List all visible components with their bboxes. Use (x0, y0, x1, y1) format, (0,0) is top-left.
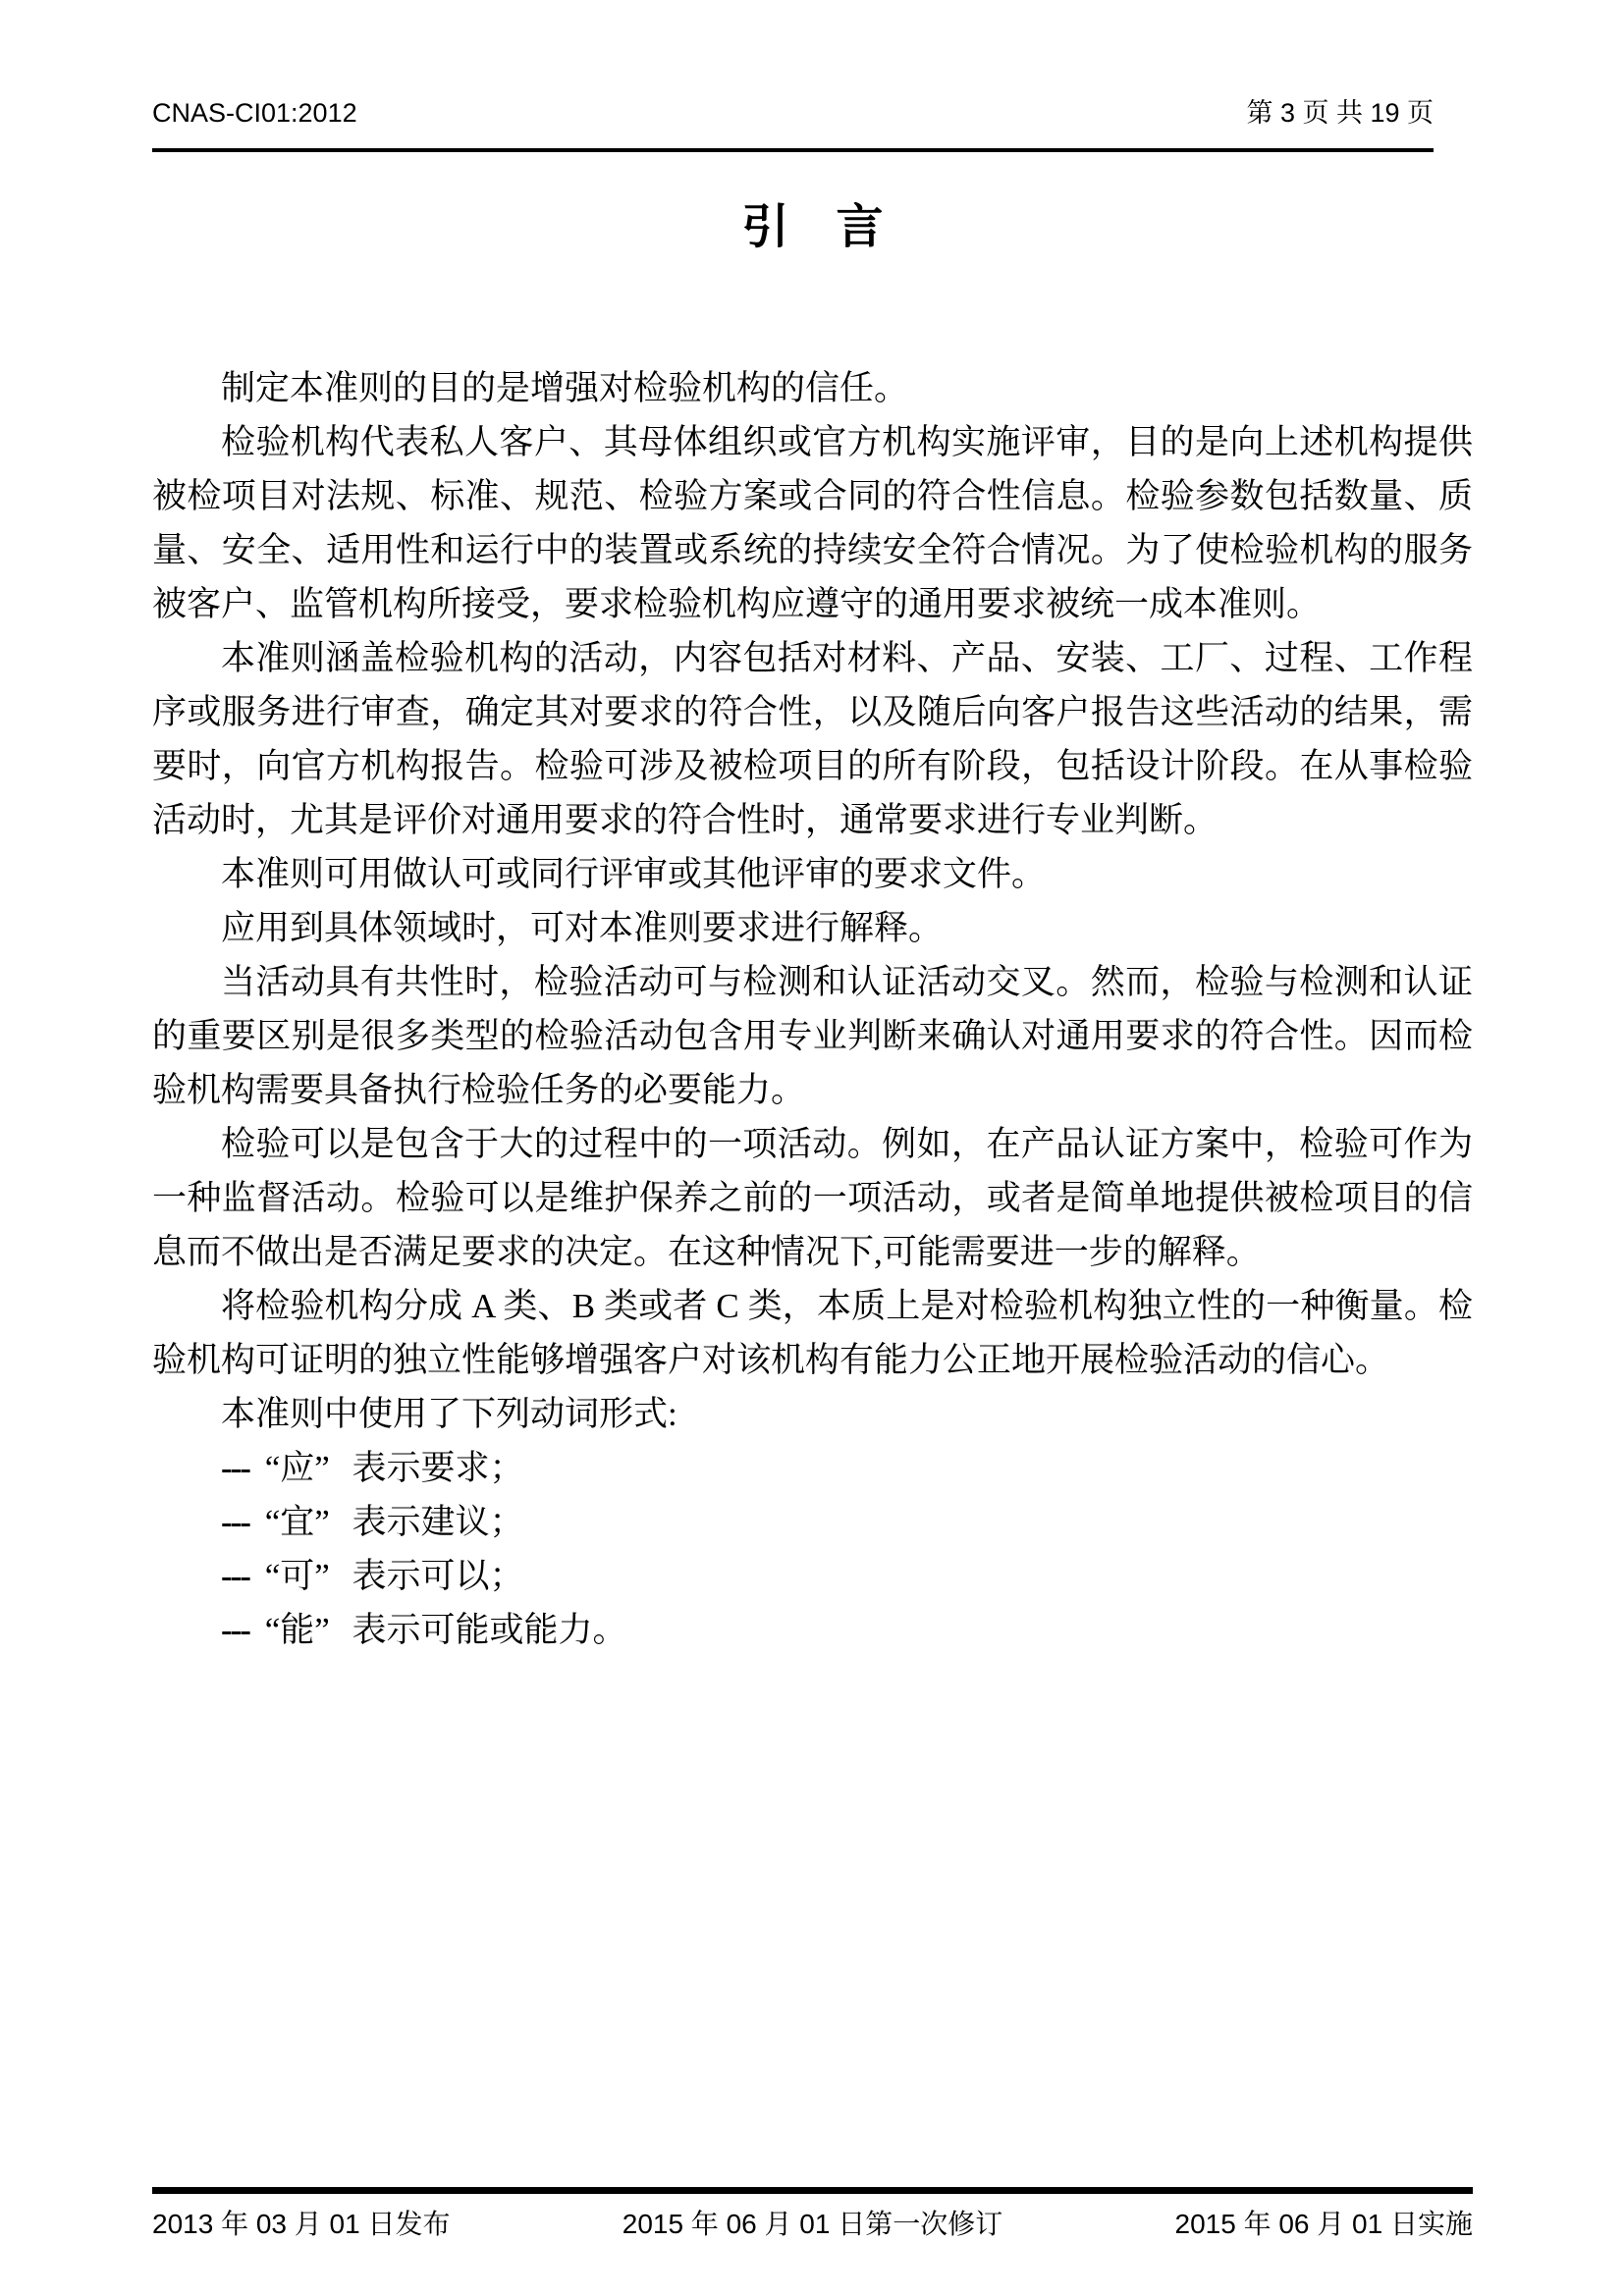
footer-publish-date: 2013 年 03 月 01 日发布 (152, 2209, 451, 2239)
paragraph-scope: 本准则涵盖检验机构的活动，内容包括对材料、产品、安装、工厂、过程、工作程序或服务进行审查，确定其对要求的符合性，以及随后向客户报告这些活动的结果，需要时，向官方机构报告。检验可涉及被检项目的所有阶段，包括设计阶段。在从事检验活动时，尤其是评价对通用要求的符合性时，通常要求进行专业判断。 (152, 639, 1473, 839)
verb-item-can (152, 1603, 1473, 1657)
verb-item-should (152, 1495, 1473, 1549)
document-body (152, 361, 1473, 1657)
paragraph-overlap: 当活动具有共性时，检验活动可与检测和认证活动交叉。然而，检验与检测和认证的重要区别是很多类型的检验活动包含用专业判断来确认对通用要求的符合性。因而检验机构需要具备执行检验任务的必要能力。 (152, 963, 1473, 1109)
footer-revision-date: 2015 年 06 月 01 日第一次修订 (622, 2209, 1003, 2239)
verb-term: “宜” (264, 1503, 330, 1541)
page-footer (152, 2205, 1473, 2244)
verb-term: “可” (264, 1557, 330, 1595)
paragraph-types: 将检验机构分成 A 类、B 类或者 C 类，本质上是对检验机构独立性的一种衡量。检验机构可证明的独立性能够增强客户对该机构有能力公正地开展检验活动的信心。 (152, 1287, 1473, 1379)
verb-desc: 表示可以； (352, 1557, 524, 1595)
verb-desc: 表示要求； (352, 1449, 524, 1487)
page-number: 第 3 页 共 19 页 (1246, 98, 1434, 128)
page-header (152, 96, 1434, 130)
verb-dash: --- (221, 1449, 249, 1487)
verb-dash: --- (221, 1611, 249, 1649)
verb-desc: 表示建议； (352, 1503, 524, 1541)
verb-item-shall (152, 1441, 1473, 1495)
verb-list (152, 1441, 1473, 1657)
verb-term: “能” (264, 1611, 330, 1649)
header-rule (152, 148, 1434, 152)
paragraph-activity: 检验可以是包含于大的过程中的一项活动。例如，在产品认证方案中，检验可作为一种监督活动。检验可以是维护保养之前的一项活动，或者是简单地提供被检项目的信息而不做出是否满足要求的决定。在这种情况下,可能需要进一步的解释。 (152, 1125, 1473, 1271)
paragraph-interpretation: 应用到具体领域时，可对本准则要求进行解释。 (221, 909, 944, 947)
doc-code: CNAS-CI01:2012 (152, 98, 357, 128)
paragraph-use: 本准则可用做认可或同行评审或其他评审的要求文件。 (221, 855, 1047, 893)
verb-item-may (152, 1549, 1473, 1603)
paragraph-verb-intro: 本准则中使用了下列动词形式: (221, 1395, 677, 1433)
verb-dash: --- (221, 1503, 249, 1541)
verb-desc: 表示可能或能力。 (352, 1611, 627, 1649)
footer-rule (152, 2187, 1473, 2194)
verb-dash: --- (221, 1557, 249, 1595)
paragraph-purpose: 制定本准则的目的是增强对检验机构的信任。 (221, 369, 909, 407)
page-title: 引 言 (741, 201, 884, 253)
footer-implement-date: 2015 年 06 月 01 日实施 (1174, 2209, 1473, 2239)
paragraph-clients: 检验机构代表私人客户、其母体组织或官方机构实施评审，目的是向上述机构提供被检项目对法规、标准、规范、检验方案或合同的符合性信息。检验参数包括数量、质量、安全、适用性和运行中的装置或系统的持续安全符合情况。为了使检验机构的服务被客户、监管机构所接受，要求检验机构应遵守的通用要求被统一成本准则。 (152, 423, 1473, 623)
verb-term: “应” (264, 1449, 330, 1487)
